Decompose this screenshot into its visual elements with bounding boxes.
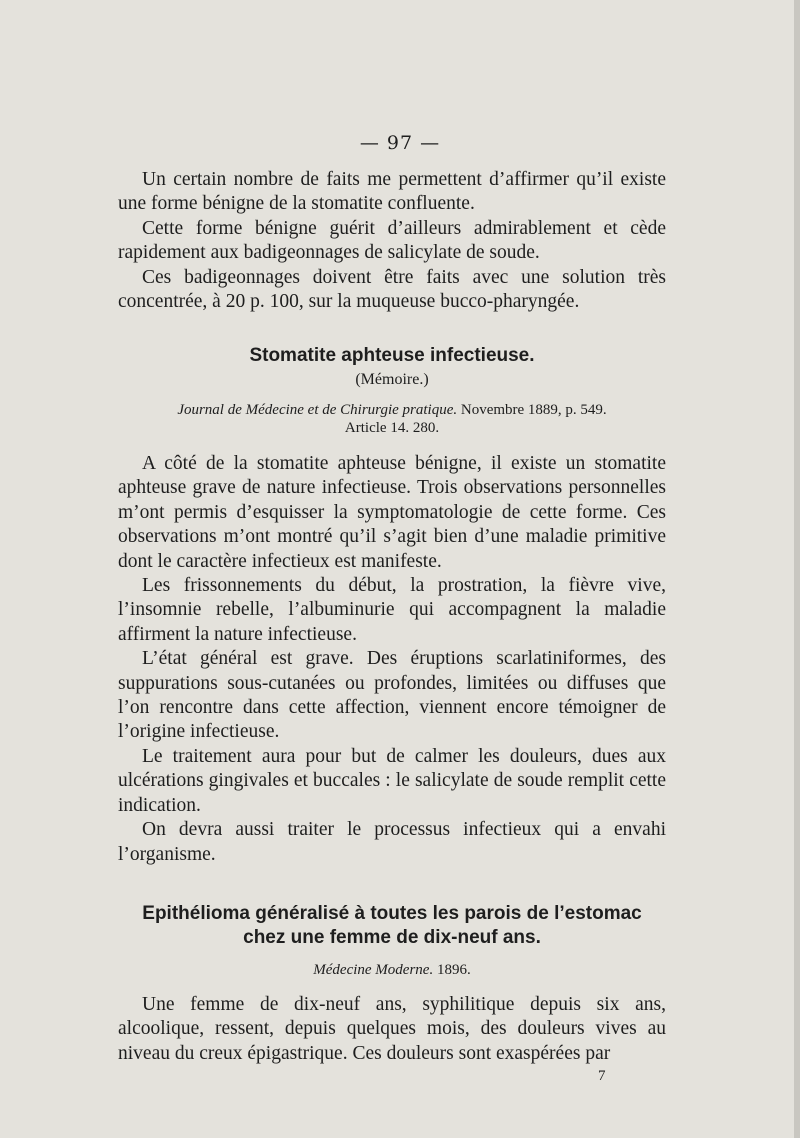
paragraph: Le traitement aura pour but de calmer les douleurs, dues aux ulcérations gingivales et buccales : le salicylate de soude remplit cette indication.	[118, 745, 666, 816]
journal-name: Médecine Moderne.	[313, 962, 434, 978]
section2-body	[118, 452, 666, 867]
paragraph: On devra aussi traiter le processus infectieux qui a envahi l’organisme.	[118, 819, 666, 865]
page-number: — 97 —	[359, 132, 441, 154]
journal-date: Novembre 1889, p. 549.	[460, 402, 607, 418]
title-line: Epithélioma généralisé à toutes les parois de l’estomac	[142, 903, 642, 924]
section-title-stomatite: Stomatite aphteuse infectieuse.	[249, 345, 535, 366]
signature-mark: 7	[598, 1068, 606, 1084]
section-title-epithelioma	[118, 902, 666, 950]
paragraph: A côté de la stomatite aphteuse bénigne, il existe un stomatite aphteuse grave de nature infectieuse. Trois observations personnelles m’ont permis d’esquisser la symptomatologie de cette forme. Ces observations m’ont montré qu’il s’agit bien d’une maladie primitive dont le caractère infectieux est manifeste.	[118, 453, 666, 572]
paragraph: Ces badigeonnages doivent être faits avec une solution très concentrée, à 20 p. 100, sur la muqueuse bucco-pharyngée.	[118, 266, 666, 313]
paragraph: Une femme de dix-neuf ans, syphilitique depuis six ans, alcoolique, ressent, depuis quelques mois, des douleurs vives au niveau du creux épigastrique. Ces douleurs sont exaspérées par	[118, 994, 666, 1064]
scan-edge	[794, 0, 800, 1138]
section-subtitle: (Mémoire.)	[355, 371, 429, 388]
paragraph: Cette forme bénigne guérit d’ailleurs admirablement et cède rapidement aux badigeonnages de salicylate de soude.	[118, 217, 666, 264]
title-line: chez une femme de dix-neuf ans.	[243, 927, 541, 948]
section1-body	[118, 168, 666, 314]
paragraph: Les frissonnements du début, la prostration, la fièvre vive, l’insomnie rebelle, l’albuminurie qui accompagnent la maladie affirment la nature infectieuse.	[118, 575, 666, 645]
journal-year: 1896.	[436, 962, 471, 978]
journal-name: Journal de Médecine et de Chirurgie pratique.	[177, 402, 458, 418]
journal-reference	[118, 961, 666, 979]
paragraph: Un certain nombre de faits me permettent d’affirmer qu’il existe une forme bénigne de la stomatite confluente.	[118, 169, 666, 215]
paragraph: L’état général est grave. Des éruptions scarlatiniformes, des suppurations sous-cutanées ou profondes, limitées ou diffuses que l’on rencontre dans cette affection, viennent encore témoigner de l’origine infectieuse.	[118, 648, 666, 743]
article-reference: Article 14. 280.	[344, 420, 440, 436]
journal-reference	[118, 401, 666, 419]
section3-body	[118, 993, 666, 1066]
